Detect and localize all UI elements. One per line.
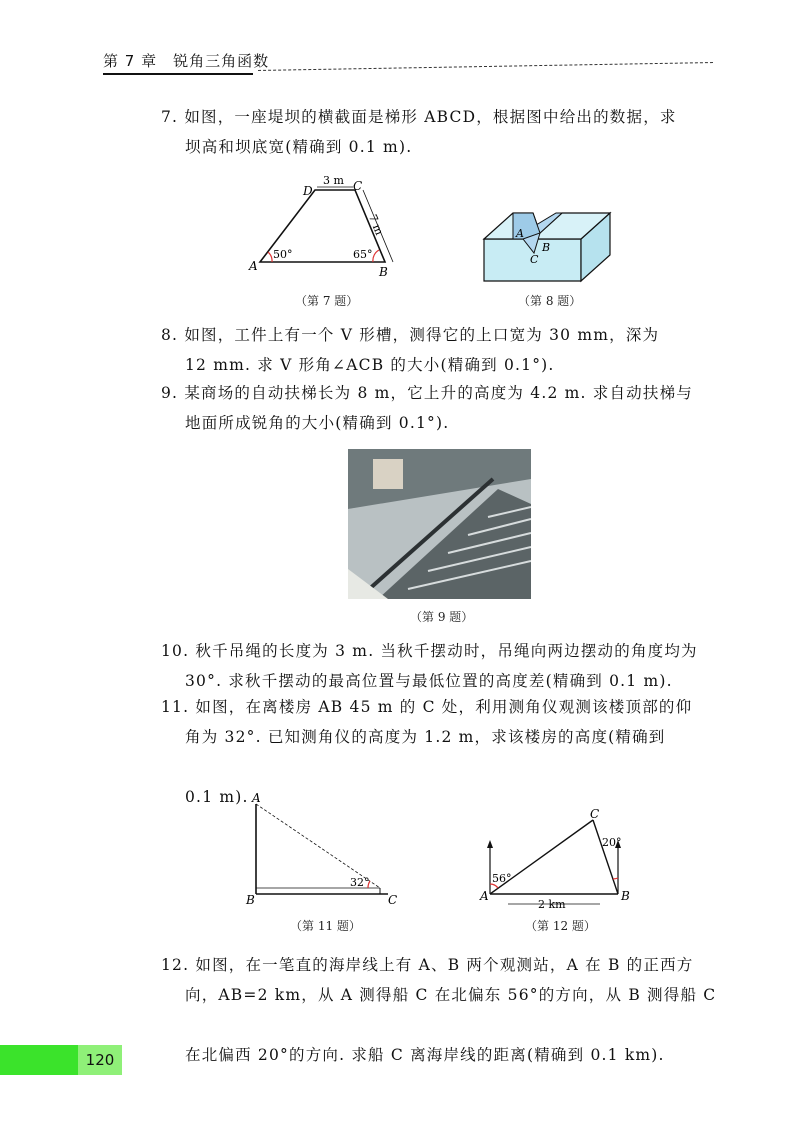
label-a: A (249, 259, 258, 273)
figure-12-ships (478, 808, 638, 912)
caption-figure-12: （第 12 题） (525, 919, 596, 933)
problem-10-line-1: 10. 秋千吊绳的长度为 3 m. 当秋千摆动时，吊绳向两边摆动的角度均为 (161, 642, 698, 660)
problem-8-line-2: 12 mm. 求 V 形角∠ACB 的大小(精确到 0.1°). (185, 356, 555, 374)
label-b: B (379, 265, 388, 279)
label-c: C (353, 179, 363, 193)
label-b: B (246, 893, 255, 907)
label-distance: 2 km (538, 898, 566, 911)
chapter-title: 第 7 章 锐角三角函数 (103, 52, 270, 70)
problem-7-line-1: 7. 如图，一座堤坝的横截面是梯形 ABCD，根据图中给出的数据，求 (161, 108, 677, 126)
header-underline (103, 73, 253, 75)
figure-11-building (240, 790, 410, 910)
label-c: C (530, 253, 539, 266)
problem-11-line-2: 角为 32°. 已知测角仪的高度为 1.2 m，求该楼房的高度(精确到 (185, 728, 666, 746)
problem-9-line-1: 9. 某商场的自动扶梯长为 8 m，它上升的高度为 4.2 m. 求自动扶梯与 (161, 384, 693, 402)
photo-shop (373, 459, 403, 489)
label-side-7m: 7 m (365, 212, 386, 237)
problem-8 (161, 320, 721, 380)
north-arrowhead-a (487, 840, 493, 848)
label-c: C (590, 808, 600, 821)
label-top-3m: 3 m (323, 174, 344, 187)
label-angle-20: 20° (602, 836, 622, 849)
label-a: A (516, 227, 524, 240)
figure-8-v-groove (478, 205, 618, 287)
problem-9 (161, 378, 721, 438)
problem-12-line-3: 在北偏西 20°的方向. 求船 C 离海岸线的距离(精确到 0.1 km). (185, 1046, 665, 1064)
problem-12-line-1: 12. 如图，在一笔直的海岸线上有 A、B 两个观测站，A 在 B 的正西方 (161, 956, 694, 974)
problem-10-line-2: 30°. 求秋千摆动的最高位置与最低位置的高度差(精确到 0.1 m). (185, 672, 673, 690)
label-c: C (388, 893, 398, 907)
label-angle-50: 50° (273, 248, 293, 261)
figure-7-trapezoid (245, 170, 405, 280)
problem-12-line-2: 向，AB=2 km，从 A 测得船 C 在北偏东 56°的方向，从 B 测得船 C (185, 986, 717, 1004)
label-b: B (621, 889, 630, 903)
page-number: 120 (78, 1045, 122, 1075)
header-dashed-line (258, 62, 713, 71)
problem-7 (161, 102, 721, 162)
label-b: B (542, 241, 551, 254)
label-angle-32: 32° (350, 876, 370, 889)
angle-b-arc (373, 250, 379, 262)
label-angle-65: 65° (353, 248, 373, 261)
angle-a-arc (268, 252, 272, 262)
caption-figure-8: （第 8 题） (518, 294, 582, 308)
label-a: A (252, 791, 261, 805)
label-a: A (480, 889, 489, 903)
chapter-header (103, 50, 715, 76)
label-angle-56: 56° (492, 872, 512, 885)
angle-b-arc (613, 878, 618, 879)
problem-11-line-1: 11. 如图，在离楼房 AB 45 m 的 C 处，利用测角仪观测该楼顶部的仰 (161, 698, 693, 716)
label-d: D (303, 184, 313, 198)
caption-figure-7: （第 7 题） (295, 294, 359, 308)
problem-11-line-3: 0.1 m). (185, 788, 249, 806)
problem-10 (161, 636, 721, 696)
problem-12 (161, 950, 721, 1070)
figure-9-escalator-photo (348, 449, 531, 599)
caption-figure-11: （第 11 题） (290, 919, 361, 933)
problem-9-line-2: 地面所成锐角的大小(精确到 0.1°). (185, 414, 450, 432)
caption-figure-9: （第 9 题） (410, 610, 474, 624)
problem-8-line-1: 8. 如图，工件上有一个 V 形槽，测得它的上口宽为 30 mm，深为 (161, 326, 660, 344)
problem-7-line-2: 坝高和坝底宽(精确到 0.1 m). (185, 138, 413, 156)
line-bc (593, 820, 618, 894)
